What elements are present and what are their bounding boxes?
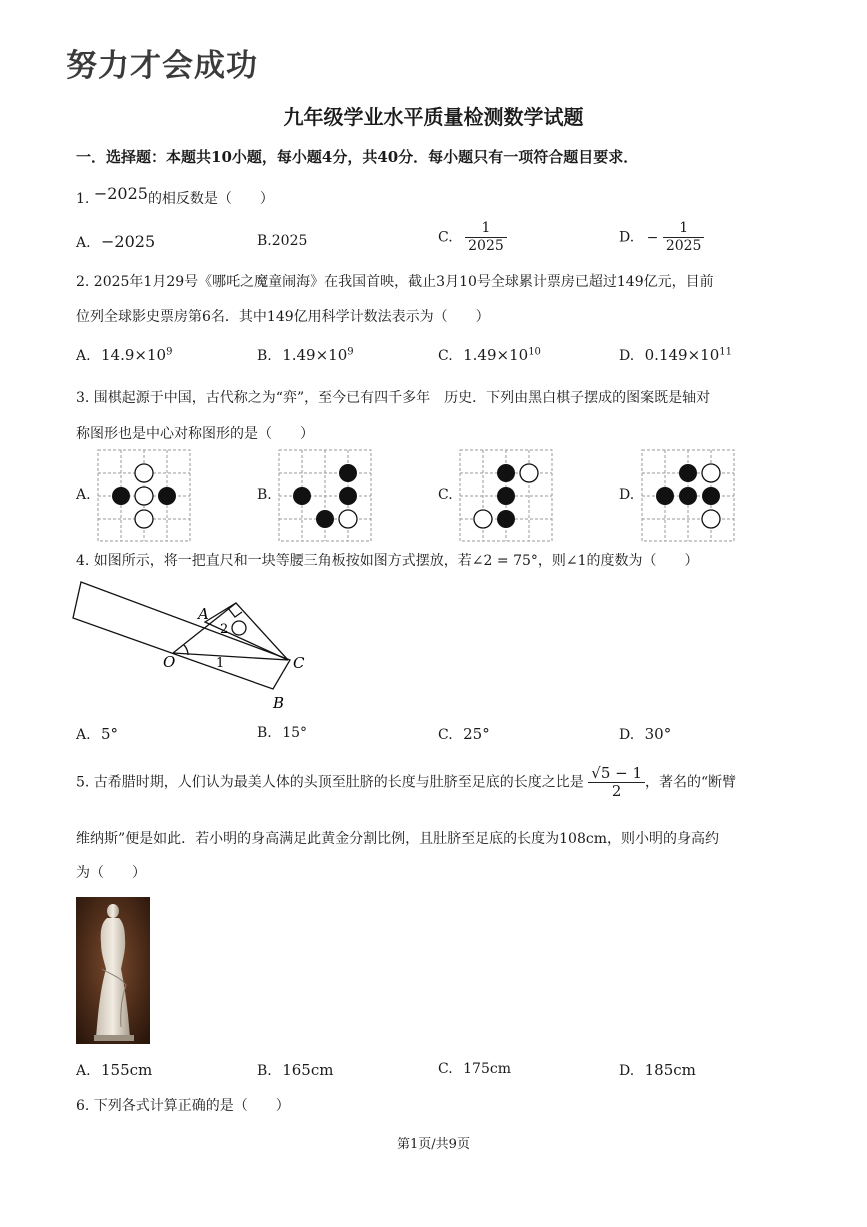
go-board-b-figure: [278, 449, 374, 543]
q4-option-c: C. 25°: [438, 725, 490, 743]
angle-1-label: 1: [216, 656, 225, 671]
q1-d-fraction: $\frac{1}{2025}$: [663, 220, 705, 255]
question-5-line-2: 维纳斯”便是如此．若小明的身高满足此黄金分割比例，且肚脐至足底的长度为108cm，则小明的身高约: [76, 831, 719, 847]
q1-expression: −2025: [93, 184, 148, 203]
q1-c-fraction: $\frac{1}{2025}$: [465, 220, 507, 255]
question-3-line-2: 称图形也是中心对称图形的是（ ）: [76, 426, 314, 442]
exam-title: 九年级学业水平质量检测数学试题: [283, 105, 584, 129]
venus-statue-image: [76, 897, 150, 1044]
q4-option-a: A. 5°: [76, 725, 119, 743]
point-a-label: A: [198, 605, 209, 623]
q3-option-d-label: D.: [619, 487, 635, 503]
q5-option-a: A. 155cm: [76, 1061, 153, 1079]
section-heading: 一．选择题：本题共10小题，每小题4分，共40分．每小题只有一项符合题目要求．: [76, 148, 639, 166]
q4-option-d: D. 30°: [619, 725, 672, 743]
point-b-label: B: [273, 694, 285, 712]
q3-option-b-label: B.: [257, 487, 272, 503]
motto-heading: 努力才会成功: [66, 48, 258, 84]
q1-option-d: D. − $\frac{1}{2025}$: [619, 220, 704, 255]
golden-ratio-fraction: $\frac{√5 - 1}{2}$: [588, 765, 645, 800]
q2-option-d: D. $0.149\times 10^{11}$: [619, 346, 732, 364]
q5-option-d: D. 185cm: [619, 1061, 696, 1079]
q3-option-a-label: A.: [76, 487, 91, 503]
question-4-stem: 4. 如图所示，将一把直尺和一块等腰三角板按如图方式摆放，若∠2 = 75°，则∠1的度数为（ ）: [76, 553, 699, 569]
go-board-c-figure: [459, 449, 555, 543]
q1-number: 1.: [76, 191, 90, 207]
q5-option-c: C. 175cm: [438, 1061, 511, 1077]
question-3-line-1: 3. 围棋起源于中国，古代称之为“弈”，至今已有四千多年 历史．下列由黑白棋子摆成的图案既是轴对: [76, 390, 711, 406]
angle-2-label: 2: [220, 622, 229, 637]
question-1-stem: [76, 184, 274, 209]
q4-option-b: B. 15°: [257, 725, 308, 741]
question-2-line-1: 2. 2025年1月29号《哪吒之魔童闹海》在我国首映，截止3月10号全球累计票房已超过149亿元，目前: [76, 274, 714, 290]
q1-option-b: B.2025: [257, 233, 308, 249]
point-o-label: O: [163, 653, 176, 671]
question-5-line-3: 为（ ）: [76, 865, 146, 881]
question-6-stem: 6. 下列各式计算正确的是（ ）: [76, 1098, 290, 1114]
question-2-line-2: 位列全球影史票房第6名．其中149亿用科学计数法表示为（ ）: [76, 309, 490, 325]
go-board-a-figure: [97, 449, 193, 543]
q1-option-c: C. $\frac{1}{2025}$: [438, 220, 507, 255]
point-c-label: C: [293, 654, 305, 672]
q1-stem-text: 的相反数是（ ）: [147, 191, 274, 207]
go-board-d-figure: [641, 449, 737, 543]
q5-option-b: B. 165cm: [257, 1061, 334, 1079]
ruler-triangle-figure: [70, 575, 320, 715]
question-5-line-1: 5. 古希腊时期，人们认为最美人体的头顶至肚脐的长度与肚脐至足底的长度之比是 $\frac{√5 - 1}{2}$ ，著名的“断臂: [76, 764, 737, 800]
q2-option-b: B. $1.49\times 10^9$: [257, 346, 354, 364]
q1-option-a: A. −2025: [76, 232, 156, 251]
page-number: 第1页/共9页: [397, 1137, 470, 1152]
q2-option-a: A. $14.9\times 10^9$: [76, 346, 173, 364]
q3-option-c-label: C.: [438, 487, 453, 503]
q2-option-c: C. $1.49\times 10^{10}$: [438, 346, 541, 364]
